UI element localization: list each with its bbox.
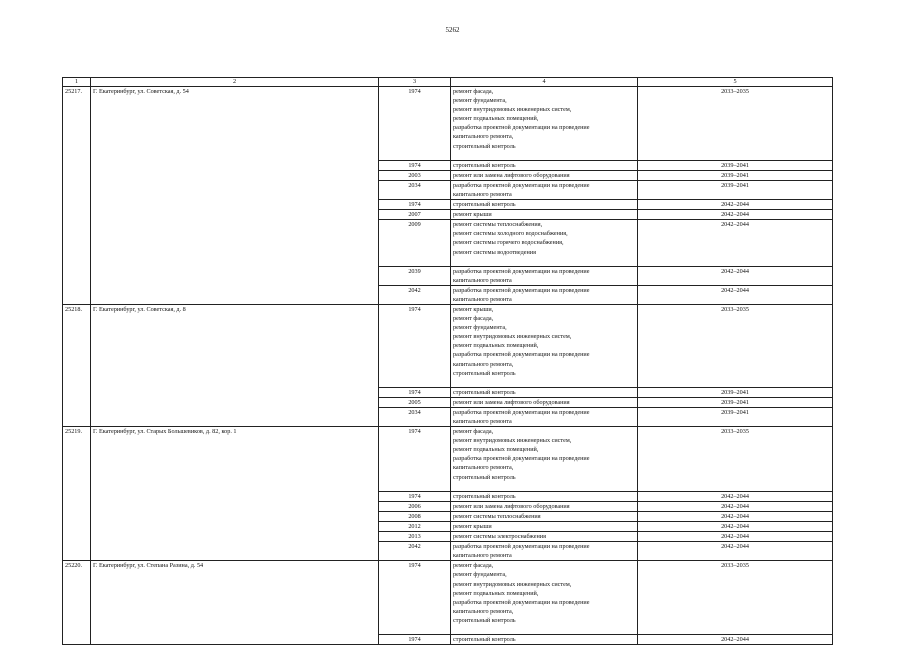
repair-works — [451, 427, 638, 492]
building-address — [91, 397, 379, 407]
repair-work-item: капитального ремонта — [453, 295, 512, 303]
building-number: 25218. — [63, 304, 91, 387]
repair-year: 1974 — [379, 634, 451, 644]
repair-work-item: ремонт фундамента, — [453, 571, 507, 579]
repair-works — [451, 561, 638, 635]
repair-work-item: разработка проектной документации на проведение — [453, 351, 590, 359]
building-number — [63, 397, 91, 407]
repair-year: 2005 — [379, 397, 451, 407]
repair-work-item: строительный контроль — [453, 616, 516, 624]
repair-work-item: ремонт системы теплоснабжения, — [453, 221, 543, 229]
building-number — [63, 501, 91, 511]
table-row — [63, 180, 833, 199]
building-address — [91, 491, 379, 501]
repair-work-item: ремонт или замена лифтового оборудования — [453, 171, 570, 179]
repair-works — [451, 397, 638, 407]
capital-repair-table — [62, 77, 833, 645]
building-number: 25219. — [63, 427, 91, 492]
repair-period: 2033–2035 — [638, 561, 833, 635]
column-header-3: 3 — [379, 78, 451, 87]
table-row — [63, 220, 833, 266]
table-row — [63, 542, 833, 561]
repair-works — [451, 220, 638, 266]
repair-period: 2042–2044 — [638, 491, 833, 501]
repair-year: 2012 — [379, 521, 451, 531]
repair-work-item: ремонт внутридомовых инженерных систем, — [453, 106, 572, 114]
repair-year: 1974 — [379, 160, 451, 170]
table-row — [63, 266, 833, 285]
repair-year: 2009 — [379, 220, 451, 266]
table-body — [63, 87, 833, 645]
building-address — [91, 285, 379, 304]
repair-works — [451, 407, 638, 426]
repair-period: 2042–2044 — [638, 521, 833, 531]
repair-period: 2042–2044 — [638, 210, 833, 220]
repair-year: 2042 — [379, 285, 451, 304]
repair-period: 2039–2041 — [638, 180, 833, 199]
repair-period: 2039–2041 — [638, 170, 833, 180]
building-number — [63, 542, 91, 561]
repair-period: 2042–2044 — [638, 542, 833, 561]
building-number — [63, 407, 91, 426]
building-number — [63, 511, 91, 521]
repair-work-item: строительный контроль — [453, 388, 516, 396]
repair-period: 2039–2041 — [638, 397, 833, 407]
page-number: 5262 — [445, 26, 460, 34]
building-address — [91, 511, 379, 521]
repair-period: 2039–2041 — [638, 387, 833, 397]
table-row — [63, 532, 833, 542]
repair-work-item: ремонт фундамента, — [453, 324, 507, 332]
building-number — [63, 285, 91, 304]
repair-work-item: капитального ремонта, — [453, 607, 514, 615]
building-number — [63, 220, 91, 266]
repair-year: 1974 — [379, 491, 451, 501]
building-address — [91, 160, 379, 170]
repair-period: 2042–2044 — [638, 501, 833, 511]
building-number — [63, 266, 91, 285]
repair-work-item: капитального ремонта — [453, 418, 512, 425]
repair-period: 2033–2035 — [638, 304, 833, 387]
repair-works — [451, 170, 638, 180]
table-row — [63, 210, 833, 220]
repair-work-item: ремонт фундамента, — [453, 97, 507, 105]
repair-period: 2033–2035 — [638, 87, 833, 161]
repair-year: 2013 — [379, 532, 451, 542]
table-row — [63, 387, 833, 397]
table-row — [63, 160, 833, 170]
repair-work-item: разработка проектной документации на проведение — [453, 455, 590, 463]
repair-work-item: капитального ремонта, — [453, 360, 514, 368]
repair-work-item: ремонт системы теплоснабжения — [453, 512, 541, 520]
building-address — [91, 407, 379, 426]
repair-works — [451, 180, 638, 199]
repair-year: 1974 — [379, 387, 451, 397]
repair-year: 1974 — [379, 87, 451, 161]
repair-work-item: ремонт фасада, — [453, 562, 494, 570]
repair-works — [451, 210, 638, 220]
repair-year: 2007 — [379, 210, 451, 220]
repair-works — [451, 491, 638, 501]
repair-work-item: разработка проектной документации на проведение — [453, 408, 590, 416]
repair-work-item: ремонт внутридомовых инженерных систем, — [453, 437, 572, 445]
table-row — [63, 561, 833, 635]
repair-work-item: капитального ремонта, — [453, 464, 514, 472]
repair-work-item: разработка проектной документации на проведение — [453, 181, 590, 189]
repair-works — [451, 87, 638, 161]
table-row — [63, 427, 833, 492]
repair-work-item: разработка проектной документации на проведение — [453, 598, 590, 606]
repair-work-item: ремонт системы горячего водоснабжения, — [453, 239, 564, 247]
table-row — [63, 170, 833, 180]
building-address — [91, 521, 379, 531]
table-row — [63, 491, 833, 501]
repair-work-item: разработка проектной документации на проведение — [453, 543, 590, 551]
repair-year: 1974 — [379, 304, 451, 387]
building-number — [63, 210, 91, 220]
repair-work-item: строительный контроль — [453, 473, 516, 481]
repair-year: 2034 — [379, 180, 451, 199]
repair-work-item: разработка проектной документации на проведение — [453, 124, 590, 132]
repair-year: 2034 — [379, 407, 451, 426]
repair-work-item: капитального ремонта, — [453, 133, 514, 141]
repair-period: 2033–2035 — [638, 427, 833, 492]
column-header-4: 4 — [451, 78, 638, 87]
repair-work-item: строительный контроль — [453, 492, 516, 500]
repair-works — [451, 532, 638, 542]
repair-work-item: строительный контроль — [453, 201, 516, 209]
building-number: 25217. — [63, 87, 91, 161]
repair-work-item: капитального ремонта — [453, 552, 512, 560]
repair-work-item: ремонт фасада, — [453, 428, 494, 436]
repair-year: 1974 — [379, 200, 451, 210]
repair-work-item: разработка проектной документации на проведение — [453, 286, 590, 294]
repair-works — [451, 200, 638, 210]
repair-work-item: строительный контроль — [453, 161, 516, 169]
column-header-5: 5 — [638, 78, 833, 87]
building-address — [91, 542, 379, 561]
repair-work-item: ремонт или замена лифтового оборудования — [453, 502, 570, 510]
repair-works — [451, 387, 638, 397]
repair-works — [451, 511, 638, 521]
building-number — [63, 160, 91, 170]
building-address — [91, 200, 379, 210]
repair-period: 2039–2041 — [638, 160, 833, 170]
building-address — [91, 170, 379, 180]
repair-year: 1974 — [379, 561, 451, 635]
repair-work-item: ремонт крыши — [453, 211, 492, 219]
repair-period: 2042–2044 — [638, 285, 833, 304]
table-row — [63, 285, 833, 304]
building-number — [63, 170, 91, 180]
repair-work-item: ремонт системы водоотведения — [453, 248, 536, 256]
column-header-2: 2 — [91, 78, 379, 87]
building-address — [91, 266, 379, 285]
repair-works — [451, 285, 638, 304]
repair-work-item: ремонт подвальных помещений, — [453, 446, 539, 454]
building-number — [63, 200, 91, 210]
repair-work-item: ремонт или замена лифтового оборудования — [453, 398, 570, 406]
repair-year: 2008 — [379, 511, 451, 521]
building-number — [63, 387, 91, 397]
repair-work-item: ремонт подвальных помещений, — [453, 589, 539, 597]
table-row — [63, 87, 833, 161]
repair-period: 2042–2044 — [638, 220, 833, 266]
building-address — [91, 387, 379, 397]
repair-year: 2042 — [379, 542, 451, 561]
building-address: Г. Екатеринбург, ул. Старых Большевиков, д. 82, кор. 1 — [91, 427, 379, 492]
building-address — [91, 532, 379, 542]
repair-work-item: строительный контроль — [453, 142, 516, 150]
repair-work-item: капитального ремонта — [453, 190, 512, 198]
repair-work-item: строительный контроль — [453, 369, 516, 377]
repair-work-item: ремонт системы холодного водоснабжения, — [453, 230, 568, 238]
repair-works — [451, 501, 638, 511]
repair-works — [451, 542, 638, 561]
building-address — [91, 180, 379, 199]
repair-work-item: ремонт внутридомовых инженерных систем, — [453, 333, 572, 341]
repair-year: 1974 — [379, 427, 451, 492]
table-row — [63, 304, 833, 387]
table-row — [63, 501, 833, 511]
building-number — [63, 180, 91, 199]
repair-work-item: разработка проектной документации на проведение — [453, 267, 590, 275]
building-address: Г. Екатеринбург, ул. Советская, д. 54 — [91, 87, 379, 161]
repair-work-item: ремонт фасада, — [453, 315, 494, 323]
repair-works — [451, 304, 638, 387]
repair-period: 2042–2044 — [638, 532, 833, 542]
repair-period: 2039–2041 — [638, 407, 833, 426]
repair-period: 2042–2044 — [638, 511, 833, 521]
table-row — [63, 521, 833, 531]
building-address — [91, 210, 379, 220]
repair-work-item: ремонт внутридомовых инженерных систем, — [453, 580, 572, 588]
repair-work-item: ремонт подвальных помещений, — [453, 342, 539, 350]
repair-work-item: ремонт крыши, — [453, 305, 494, 313]
table-row — [63, 200, 833, 210]
repair-work-item: капитального ремонта — [453, 276, 512, 284]
repair-period: 2042–2044 — [638, 266, 833, 285]
repair-period: 2042–2044 — [638, 200, 833, 210]
repair-works — [451, 160, 638, 170]
column-header-1: 1 — [63, 78, 91, 87]
building-address — [91, 220, 379, 266]
repair-work-item: ремонт фасада, — [453, 88, 494, 95]
building-address — [91, 501, 379, 511]
repair-work-item: ремонт подвальных помещений, — [453, 115, 539, 123]
table-row — [63, 511, 833, 521]
table-row — [63, 397, 833, 407]
repair-year: 2039 — [379, 266, 451, 285]
repair-year: 2006 — [379, 501, 451, 511]
building-number — [63, 521, 91, 531]
building-number — [63, 491, 91, 501]
repair-period: 2042–2044 — [638, 634, 833, 644]
repair-works — [451, 521, 638, 531]
repair-year: 2003 — [379, 170, 451, 180]
table-row — [63, 407, 833, 426]
building-number — [63, 532, 91, 542]
repair-works — [451, 266, 638, 285]
building-address: Г. Екатеринбург, ул. Советская, д. 8 — [91, 304, 379, 387]
repair-work-item: ремонт крыши — [453, 522, 492, 530]
repair-work-item: ремонт системы электроснабжения — [453, 533, 546, 541]
building-number: 25220. — [63, 561, 91, 635]
building-address: Г. Екатеринбург, ул. Степана Разина, д. 54 — [91, 561, 379, 635]
repair-work-item: строительный контроль — [453, 635, 516, 643]
column-number-row — [63, 78, 833, 87]
